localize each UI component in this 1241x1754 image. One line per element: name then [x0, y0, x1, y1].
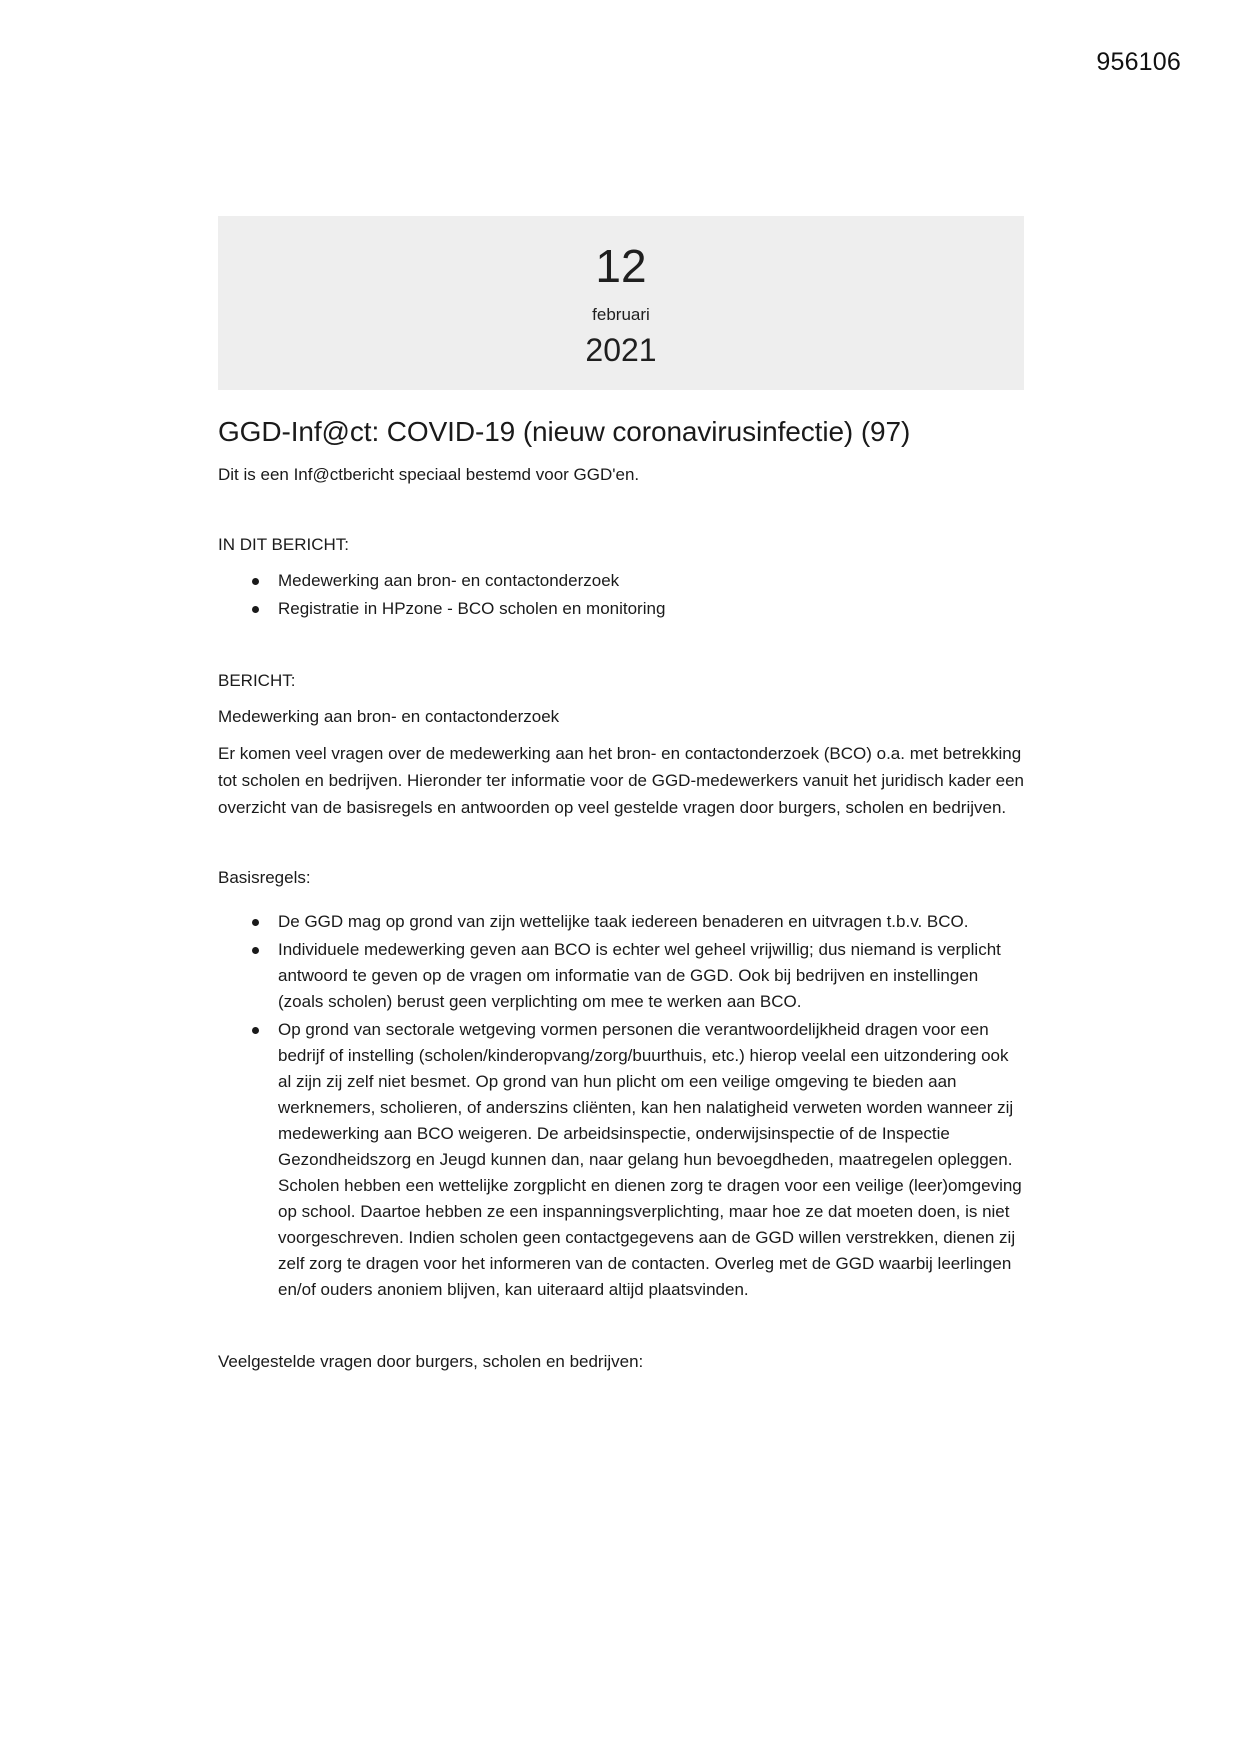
basisregels-list: [218, 909, 1024, 1303]
in-dit-bericht-list: [218, 568, 1024, 622]
list-item: Individuele medewerking geven aan BCO is echter wel geheel vrijwillig; dus niemand is verplicht antwoord te geven op de vragen om informatie van de GGD. Ook bij bedrijven en instellingen (zoals scholen) berust geen verplichting om mee te werken aan BCO.: [278, 937, 1024, 1015]
bericht-subtitle: Medewerking aan bron- en contactonderzoek: [218, 707, 560, 726]
page-number: 956106: [1096, 48, 1181, 76]
spacer: [218, 891, 1024, 909]
spacer: [218, 694, 1024, 704]
intro-paragraph: Er komen veel vragen over de medewerking aan het bron- en contactonderzoek (BCO) o.a. met betrekking tot scholen en bedrijven. Hieronder ter informatie voor de GGD-medewerkers vanuit het juridisch kader een overzicht van de basisregels en antwoorden op veel gestelde vragen door burgers, scholen en bedrijven.: [218, 744, 1025, 817]
date-banner: [218, 216, 1024, 390]
date-month: februari: [592, 305, 650, 324]
bericht-label: BERICHT:: [218, 671, 296, 690]
list-item: De GGD mag op grond van zijn wettelijke taak iedereen benaderen en uitvragen t.b.v. BCO.: [278, 909, 1024, 935]
document-content: [218, 216, 1024, 1375]
spacer: [218, 730, 1024, 740]
list-item: Op grond van sectorale wetgeving vormen personen die verantwoordelijkheid dragen voor een bedrijf of instelling (scholen/kinderopvang/zorg/buurthuis, etc.) hierop veelal een uitzondering ook al zijn zij zelf niet besmet. Op grond van hun plicht om een veilige omgeving te bieden aan werknemers, scholieren, of anderszins cliënten, kan hen nalatigheid verweten worden wanneer zij medewerking aan BCO weigeren. De arbeidsinspectie, onderwijsinspectie of de Inspectie Gezondheidszorg en Jeugd kunnen dan, naar gelang hun bevoegdheden, maatregelen opleggen. Scholen hebben een wettelijke zorgplicht en dienen zorg te dragen voor een veilige (leer)omgeving op school. Daartoe hebben ze een inspanningsverplichting, maar hoe ze dat moeten doen, is niet voorgeschreven. Indien scholen geen contactgegevens aan de GGD willen verstrekken, dienen zij zelf zorg te dragen voor het informeren van de contacten. Overleg met de GGD waarbij leerlingen en/of ouders anoniem blijven, kan uiteraard altijd plaatsvinden.: [278, 1017, 1024, 1303]
list-item: Medewerking aan bron- en contactonderzoek: [278, 568, 1024, 594]
page-title: GGD-Inf@ct: COVID-19 (nieuw coronavirusinfectie) (97): [218, 416, 911, 447]
basisregels-label: Basisregels:: [218, 868, 311, 887]
date-year: 2021: [585, 332, 657, 368]
spacer: [218, 821, 1024, 865]
spacer: [218, 558, 1024, 568]
date-day: 12: [595, 240, 647, 292]
closing-line: Veelgestelde vragen door burgers, scholen en bedrijven:: [218, 1352, 644, 1371]
spacer: [218, 1305, 1024, 1349]
list-item: Registratie in HPzone - BCO scholen en monitoring: [278, 596, 1024, 622]
spacer: [218, 624, 1024, 668]
in-dit-bericht-label: IN DIT BERICHT:: [218, 535, 349, 554]
spacer: [218, 488, 1024, 532]
document-lead: Dit is een Inf@ctbericht speciaal bestemd voor GGD'en.: [218, 465, 640, 484]
